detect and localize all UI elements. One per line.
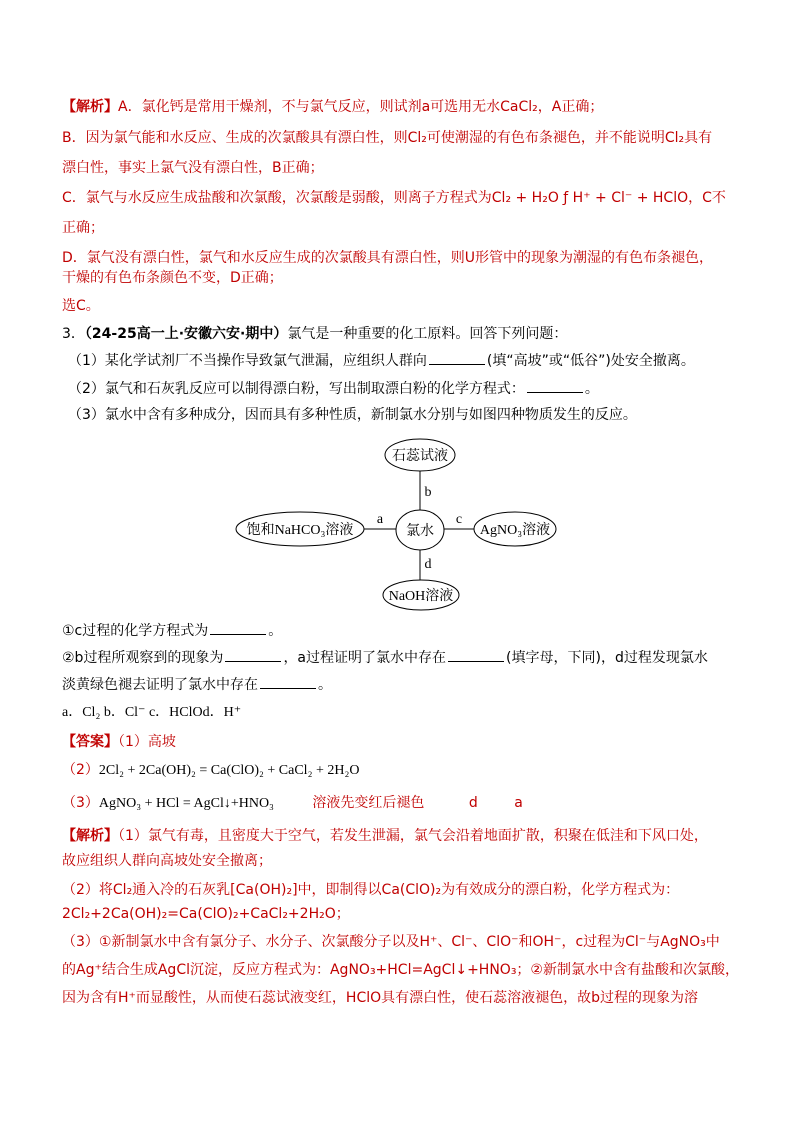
edge-label-a: a xyxy=(376,512,384,527)
answer-3-phenomenon: 溶液先变红后褪色 xyxy=(312,795,425,811)
answer-line-3 xyxy=(62,793,523,814)
analysis-prev-line-7: 干燥的有色布条颜色不变，D正确； xyxy=(62,270,283,286)
q2-end: 。 xyxy=(584,381,599,397)
bottom-node-label: NaOH溶液 xyxy=(388,589,454,604)
edge-label-c: c xyxy=(455,512,463,527)
analysis-line-5: （3）①新制氯水中含有氯分子、水分子、次氯酸分子以及H⁺、Cl⁻、ClO⁻和OH⁻，c过程为Cl⁻与AgNO₃中 xyxy=(62,934,720,950)
edge-label-d: d xyxy=(424,557,432,572)
answer-2-num: （2） xyxy=(62,762,99,778)
answer-line-1 xyxy=(62,732,176,752)
sub2-text-b: ，a过程证明了氯水中存在 xyxy=(283,650,447,666)
analysis-line-7: 因为含有H⁺而显酸性，从而使石蕊试液变红，HClO具有漂白性，使石蕊溶液褪色，故b过程的现象为溶 xyxy=(62,990,699,1006)
analysis-prev-line-2: B．因为氯气能和水反应、生成的次氯酸具有漂白性，则Cl₂可使潮湿的有色布条褪色，并不能说明Cl₂具有 xyxy=(62,130,713,146)
left-node-label: 饱和NaHCO₃溶液 xyxy=(246,523,354,538)
sub2-text-d: 淡黄绿色褪去证明了氯水中存在 xyxy=(62,677,258,693)
q2-text: （2）氯气和石灰乳反应可以制得漂白粉，写出制取漂白粉的化学方程式： xyxy=(68,381,525,397)
analysis-text: A．氯化钙是常用干燥剂，不与氯气反应，则试剂a可选用无水CaCl₂，A正确； xyxy=(118,99,604,115)
answer-blank[interactable] xyxy=(210,620,266,635)
answer-blank[interactable] xyxy=(448,647,504,662)
top-node-label: 石蕊试液 xyxy=(392,449,448,464)
sub2-text-c: (填字母，下同)，d过程发现氯水 xyxy=(506,650,708,666)
analysis-prev-line-3: 漂白性，事实上氯气没有漂白性，B正确； xyxy=(62,160,324,176)
answer-line-2 xyxy=(62,760,359,781)
answer-3-equation: AgNO₃ + HCl = AgCl↓+HNO₃ xyxy=(98,796,274,811)
question-stem: 氯气是一种重要的化工原料。回答下列问题： xyxy=(287,326,568,342)
sub1-end: 。 xyxy=(268,623,283,639)
sub2-end: 。 xyxy=(318,677,332,693)
subquestion-2-cont xyxy=(62,674,332,695)
question-number: 3． xyxy=(62,326,85,342)
center-node-label: 氯水 xyxy=(406,524,434,539)
answer-3-d: d xyxy=(468,795,478,811)
analysis-prev-line-5: 正确； xyxy=(62,220,104,236)
answer-options: a．Cl₂ b．Cl⁻ c．HClOd．H⁺ xyxy=(62,705,242,720)
answer-blank[interactable] xyxy=(225,647,281,662)
analysis-prev-line-6: D．氯气没有漂白性，氯气和水反应生成的次氯酸具有漂白性，则U形管中的现象为潮湿的有色布条褪色， xyxy=(62,250,714,266)
analysis-p1: （1）氯气有毒，且密度大于空气，若发生泄漏，氯气会沿着地面扩散，积聚在低洼和下风口处， xyxy=(118,828,708,844)
subquestion-2 xyxy=(62,647,708,668)
analysis-line-3: （2）将Cl₂通入冷的石灰乳[Ca(OH)₂]中，即制得以Ca(ClO)₂为有效成分的漂白粉，化学方程式为： xyxy=(62,882,680,898)
answer-tag: 【答案】 xyxy=(62,734,118,750)
answer-3-a: a xyxy=(514,795,523,811)
answer-blank[interactable] xyxy=(260,674,316,689)
right-node-label: AgNO₃溶液 xyxy=(479,523,551,538)
analysis-line-4: 2Cl₂+2Ca(OH)₂=Ca(ClO)₂+CaCl₂+2H₂O； xyxy=(62,906,350,922)
answer-2-equation: 2Cl₂ + 2Ca(OH)₂ = Ca(ClO)₂ + CaCl₂ + 2H₂O xyxy=(98,763,360,778)
sub1-text: ①c过程的化学方程式为 xyxy=(62,623,209,639)
analysis-line-6: 的Ag⁺结合生成AgCl沉淀，反应方程式为：AgNO₃+HCl=AgCl↓+HNO₃；②新制氯水中含有盐酸和次氯酸， xyxy=(62,962,739,978)
analysis-prev-line-8: 选C。 xyxy=(62,298,100,314)
subquestion-1 xyxy=(62,620,282,641)
question-source: （24-25高一上·安徽六安·期中） xyxy=(84,326,288,342)
analysis-line-2: 故应组织人群向高坡处安全撤离； xyxy=(62,853,272,869)
analysis-prev-line-4: C．氯气与水反应生成盐酸和次氯酸，次氯酸是弱酸，则离子方程式为Cl₂ + H₂O ƒ H⁺ + Cl⁻ + HClO，C不 xyxy=(62,190,726,206)
edge-label-b: b xyxy=(424,485,432,500)
answer-3-num: （3） xyxy=(62,795,99,811)
analysis-tag: 【解析】 xyxy=(62,828,118,844)
analysis-tag: 【解析】 xyxy=(62,99,118,115)
analysis-line-1 xyxy=(62,826,708,846)
q1-hint: (填“高坡”或“低谷”)处安全撤离。 xyxy=(486,353,695,369)
q1-text: （1）某化学试剂厂不当操作导致氯气泄漏，应组织人群向 xyxy=(68,353,427,369)
answer-1: （1）高坡 xyxy=(118,734,176,750)
sub2-text: ②b过程所观察到的现象为 xyxy=(62,650,224,666)
question-part-3: （3）氯水中含有多种成分，因而具有多种性质，新制氯水分别与如图四种物质发生的反应。 xyxy=(68,407,637,423)
